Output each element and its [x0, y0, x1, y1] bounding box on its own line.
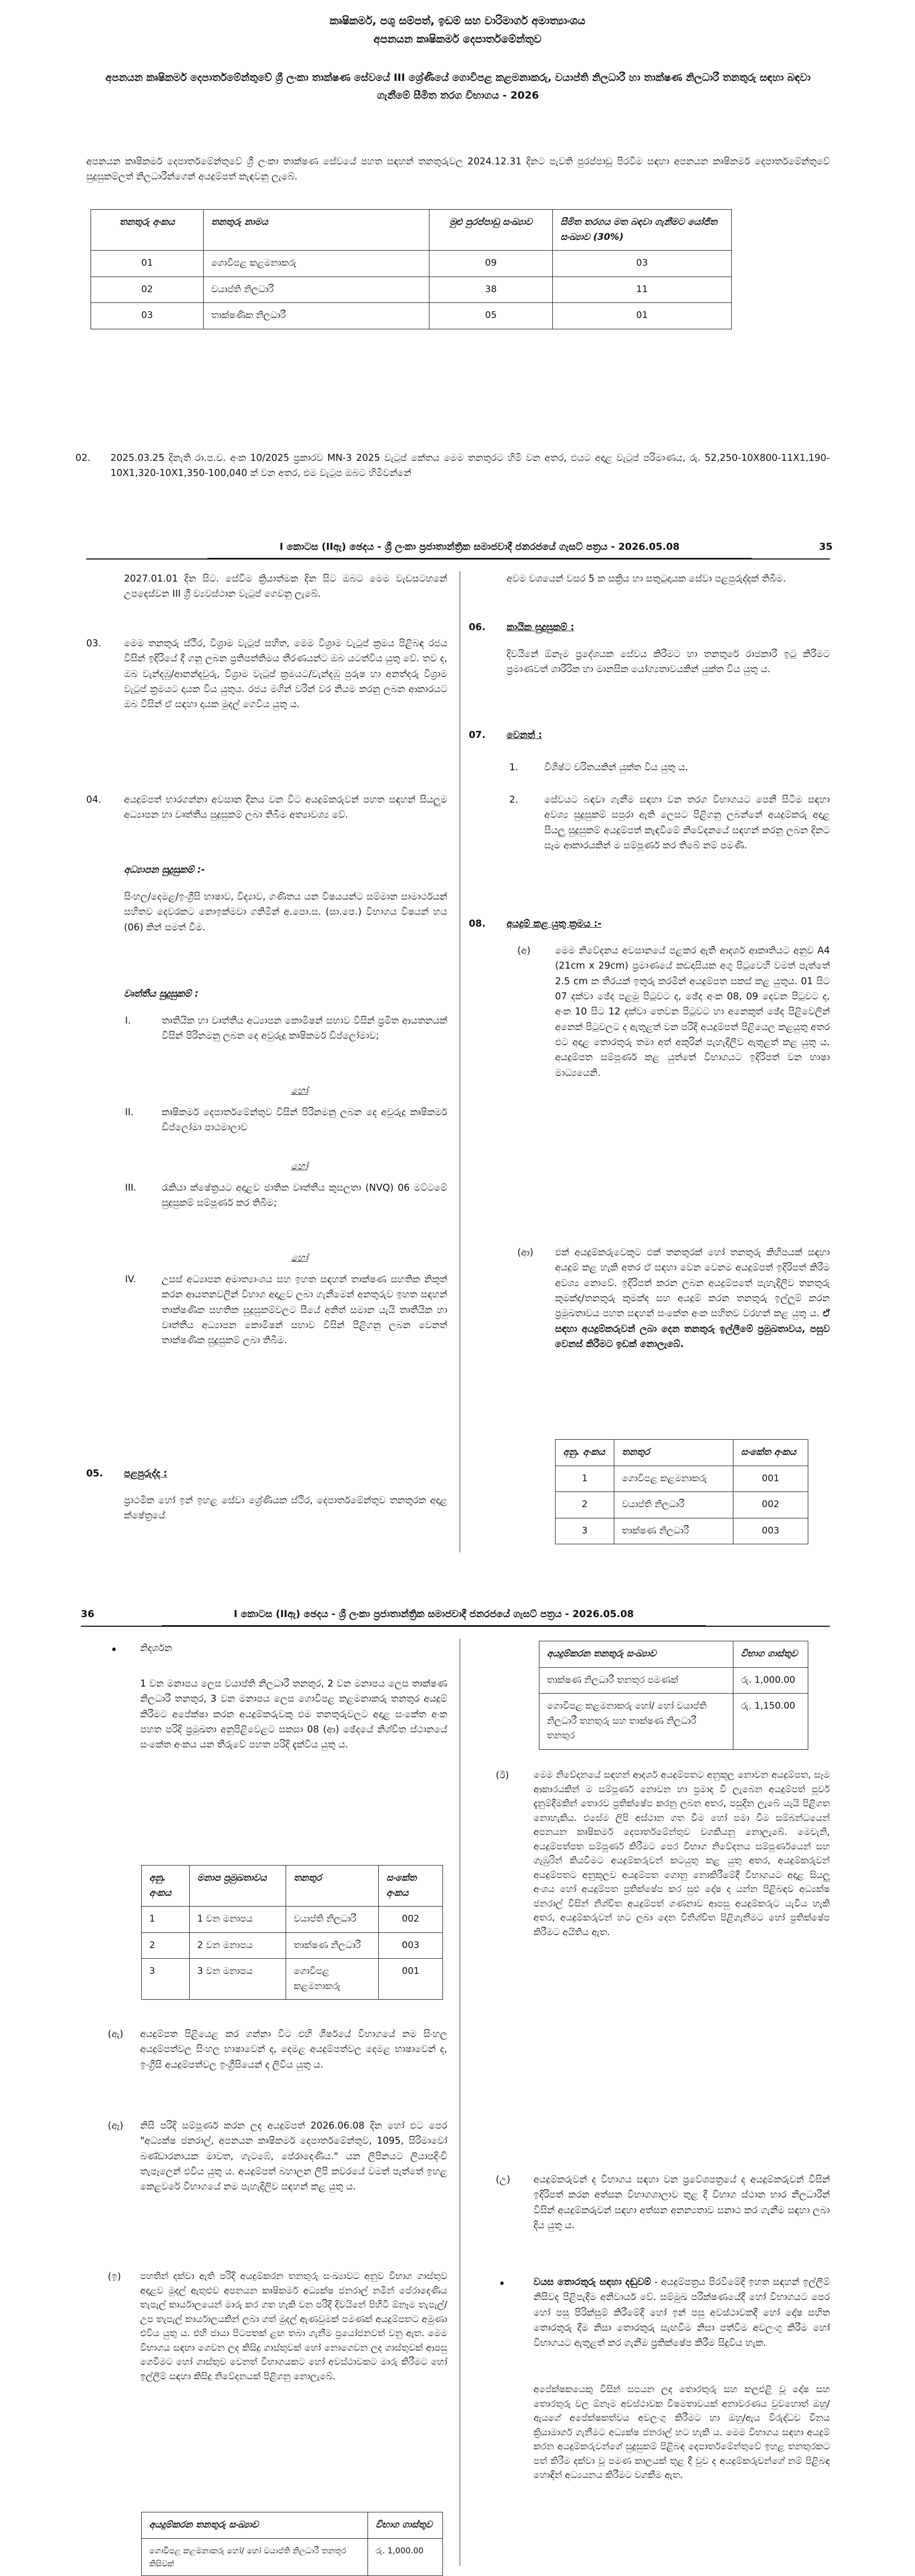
- or-label: හෝ: [291, 1161, 308, 1172]
- gazette-page-35: [0, 539, 915, 1585]
- department-name: අපනයන කෘෂිකර්ම දෙපාර්තමේන්තුව: [373, 32, 542, 45]
- cell: 001: [733, 1466, 808, 1492]
- th-proposed-number: සීමිත තරගය මත බඳවා ගැනීමට යෝජිත සංඛ්‍යාව (30%): [553, 210, 732, 251]
- section-06-number: 06.: [469, 622, 486, 633]
- section-08-heading: අයදුම් කළ යුතු ක්‍රමය :-: [507, 918, 602, 929]
- cell: 01: [553, 303, 732, 329]
- post-code-table-header: [556, 1440, 808, 1466]
- voc-i-text: තෘතීයික හා වෘත්තීය අධ්‍යාපන කොමිෂන් සභාව විසින් ප්‍රමිත ආයතනයක් විසින් පිරිනමනු ලබන දෙ අවුරුදු කෘෂිකර්ම ඩිප්ලෝමාව;: [162, 1016, 447, 1042]
- item-02-number: 02.: [75, 453, 91, 464]
- cell: 002: [733, 1492, 808, 1518]
- header-rule: [86, 558, 830, 560]
- cell: 05: [429, 303, 553, 329]
- example-text: 1 වන මනාපය ලෙස වයාප්ති නිලධාරී තනතුර, 2 වන මනාපය ලෙස තාක්ෂණ නිලධාරී තනතුර, 3 වන මනාපය ලෙස ගොවිපළ කළමනාකරු තනතුර අයදුම් කිරීමට අපේක්ෂා කරන අයදුම්කරුවකු එම තනතුරුවලට අදාළ සංකේත අංක පහත පරිදි ප්‍රමුඛතා අනුපිළිවෙළට සකසා 08 (ආ) ඡේදයේ නිශ්චිත ස්ථානයේ සංකේත අංකය යන තීරුවේ පහත පරිදි දැක්විය යුතු ය.: [140, 1679, 447, 1751]
- penalty-paragraph-2: අපේක්ෂකයෙකු විසින් සපයන ලද තොරතුරු සහ කලඑළි වූ දෝෂ සහ තොරතුරු වල ඕනෑම අවස්ථාවක විෂමතාවයක් අනාවරණය වුවහොත් ඔහු/ඇයගේ අපේක්ෂකත්වය අවලංගු කිරීමට හා ඔහු/ඇය විරුද්ධව විනය ක්‍රියාමාර්ග ගැනීමට අධ්‍යක්ෂ ජනරාල් හට හැකි ය. මෙම විභාගය සඳහා අයදුම් කරන අයදුම්කරුවන්ගේ සුදුසුකම් පිළිබඳ දෙපාර්තමේන්තුවේ ඉහළ තනතුරකට පත් කිරීම දක්වා වූ පමණ කාලයක් තුළ දී වුව ද අයදුම්කරුවන්ගේ නම් පිළිබඳ හොඳින් අධ්‍යයනය කිරීමට වගකීම ඇත.: [533, 2384, 830, 2481]
- s08-b-bold: ඒ සඳහා අයදුම්කරුවන් ලබා දෙන තනතුරු ඉල්ලීමේ ප්‍රමුඛතාවය, පසුව වෙනස් කිරීමට ඉඩක් නොලැබේ.: [555, 1308, 830, 1350]
- cell: තාක්ෂණ නිලධාරී තනතුර පමණක්: [539, 1667, 733, 1694]
- th-number-of-posts: අයදුම්කරන තනතුරු සංඛ්‍යාව: [539, 1641, 733, 1668]
- cell: තාක්ෂණ නිලධාරී: [286, 1932, 379, 1959]
- voc-iii-number: III.: [125, 1183, 137, 1193]
- experience-continuation: අවම වශයෙන් වසර 5 ක සක්‍රිය හා සතුටුදායක සේවා පළපුරුද්දක් තිබීම.: [507, 574, 786, 584]
- para-ae-text: අයදුම්පත පිළියෙළ කර ගන්නා විට එහි ශීර්ෂයේ විභාගයේ නම සිංහල අයදුම්පත්වල සිංහල භාෂාවෙන් ද, දෙමළ අයදුම්පත්වල දෙමළ භාෂාවෙන් ද, ඉංග්‍රීසි අයදුම්පත්වල ඉංග්‍රීසියෙන් ද ලිවිය යුතු ය.: [140, 2029, 447, 2070]
- vocational-heading: වෘත්තීය සුදුසුකම් :: [124, 989, 199, 999]
- table-row: [556, 1492, 808, 1518]
- th-code: සංකේත අංකය: [379, 1866, 443, 1907]
- th-post: තනතුර: [286, 1866, 379, 1907]
- voc-ii-number: II.: [125, 1107, 134, 1118]
- th-preference: මනාප ප්‍රමුඛතාවය: [190, 1866, 286, 1907]
- cell: ගොවිපළ කළමනාකරු හෝ/ හෝ වයාප්ති නිලධාරී තනතුර කිසිවක්: [142, 2538, 368, 2576]
- para-ae2-text: නිසි පරිදි සම්පූර්ණ කරන ලද අයදුම්පත් 2026.06.08 දින හෝ එට පෙර "අධ්‍යක්ෂ ජනරාල්, අපනයන කෘෂිකර්ම දෙපාර්තමේන්තුව, 1095, සිරිමාවෝ බණ්ඩාරනායක මාවත, ගැටඹේ, පේරාදෙණිය." යන ලිපිනයට ලියාපදිංචි තැපෑලෙන් එවිය යුතු ය. අයදුම්පත් බහාලන ලිපි කවරයේ වමත් පැත්තේ ඉහළ කෙළවරේ විභාගයේ නම පැහැදිලිව සඳහන් කළ යුතු ය.: [140, 2121, 447, 2193]
- th-code: සංකේත අංකය: [733, 1440, 808, 1466]
- table-row: [142, 1932, 443, 1959]
- notice-title: අපනයන කෘෂිකර්ම දෙපාර්තමේන්තුවේ ශ්‍රී ලංකා තාක්ෂණ සේවයේ III ශ්‍රේණියේ ගොවිපළ කළමනාකරු, වයාප්ති නිලධාරී හා තාක්ෂණ නිලධාරී තනතුරු සඳහා බඳවා ගැනීමේ සීමිත තරග විභාගය - 2026: [105, 72, 811, 102]
- cell: 01: [91, 251, 204, 277]
- th-exam-fee: විභාග ගාස්තුව: [368, 2512, 443, 2539]
- cell: 38: [429, 277, 553, 303]
- cell: 03: [553, 251, 732, 277]
- education-text: සිංහල/දෙමළ/ඉංග්‍රීසි භාෂාව, විද්‍යාව, ගණිතය යන විෂයයන්ට සම්මාන සාමාර්ථයන් සහිතව දෙවරකට නොඉක්මවා ගනිමින් අ.පො.ස. (සා.පෙ.) විභාගය විෂයන් හය (06) කින් සමත් වීම.: [124, 892, 447, 933]
- voc-i-number: I.: [125, 1016, 131, 1026]
- th-serial: අනු. අංකය: [142, 1866, 190, 1907]
- th-serial: අනු. අංකය: [556, 1440, 614, 1466]
- th-total-vacancies: මුළු පුරප්පාඩු සංඛ්‍යාව: [429, 210, 553, 251]
- section-08-number: 08.: [469, 918, 486, 929]
- cell: වයාප්ති නිලධාරී: [286, 1907, 379, 1933]
- s08-b-body: එක් අයදුම්කරුවෙකුට එක් තනතුරක් හෝ තනතුරු කිහිපයක් සඳහා අයදුම් කළ හැකි අතර ඒ සඳහා වෙන වෙනම අයදුම්පත් ඉදිරිපත් කිරීම අවශ්‍ය නොවේ. ඉදිරිපත් කරන ලබන අයදුම්පතේ පැහැදිලිව තනතුරු කුමක්ද/තනතුරු කුමක්ද සහ අයදුම් කරන තනතුරු ඉල්ලුම් කරන ප්‍රමුඛතාවය පහත සඳහන් සංකේත අංක සහිතව වරහන් කළ යුතු ය.: [555, 1247, 830, 1320]
- cell: ගොවිපළ කළමනාකරු: [286, 1959, 379, 2000]
- vacancy-table: [91, 209, 732, 329]
- section-06-heading: කායික සුදුසුකම් :: [507, 622, 574, 633]
- cell: ගොවිපළ කළමනාකරු: [204, 251, 429, 277]
- section-05-heading: පළපුරුද්ද :: [124, 1468, 168, 1479]
- vacancy-table-header: [91, 210, 732, 251]
- s08-b-label: (ආ): [517, 1247, 533, 1258]
- cell: වයාප්ති නිලධාරී: [614, 1492, 733, 1518]
- table-row: [556, 1518, 808, 1544]
- penalty-heading: වයස තොරතුරු සඳහා දඬුවම්: [533, 2277, 651, 2288]
- running-header: I කොටස (IIඇ) ඡෙදය - ශ්‍රී ලංකා ප්‍රජාතාන්ත්‍රික සමාජවාදී ජනරජයේ ගැසට් පත්‍රය - 2026.05.08: [162, 1606, 706, 1626]
- cell: තාක්ෂණ නිලධාරී: [614, 1518, 733, 1544]
- table-row: [91, 277, 732, 303]
- s08-a-label: (අ): [517, 945, 531, 956]
- page-number: 36: [81, 1608, 95, 1620]
- cell: 3: [142, 1959, 190, 2000]
- s08-a-text: මෙම නිවේදනය අවසානයේ පළකර ඇති ආදර්ශ ආකෘතියට අනුව A4 (21cm x 29cm) ප්‍රමාණයේ කඩදාසියක අගු පිටුවෙහි වමත් පැත්තේ 2.5 cm ක තීරයක් ඉතුරු කරමින් අයදුම්පත සකස් කළ යුතුය. 01 සිට 07 දක්වා ඡේද පළමු පිටුවට ද, ඡේද අංක 08, 09 දෙවන පිටුවට ද, අංක 10 සිට 12 දක්වා තෙවන පිටුවට හා අනෙකුත් ඡේද පිළිවෙලින් අනෙක් පිටුවලට ද ඇතුළත් වන පරිදි අයදුම්පත් පිළියෙල කළයුතු අතර එට අදාළ තොරතුරු තමා අත් අකුරින් පැහැදිලිව ඇතුළත් කළ යුතු ය. අයදුම්පත සම්පූර්ණ කළ යුත්තේ විභාගයට ඉදිරිපත් වන භාෂා මාධ්‍යයෙනි.: [555, 945, 830, 1079]
- para-u-label: (ඉ): [108, 2271, 121, 2282]
- fee-table-right: [539, 1641, 808, 1750]
- s07-1-number: 1.: [509, 762, 518, 773]
- example-heading: නිදර්ශන: [140, 1643, 172, 1654]
- penalty-paragraph: [533, 2275, 830, 2351]
- post-code-table: [555, 1439, 808, 1544]
- cell: 09: [429, 251, 553, 277]
- para-i-label: (ඊ): [496, 1770, 509, 1781]
- para-ae-label: (ඇ): [108, 2029, 123, 2040]
- page-number: 35: [819, 541, 833, 553]
- bullet-icon: •: [498, 2277, 505, 2291]
- running-header: I කොටස (IIඇ) ඡෙදය - ශ්‍රී ලංකා ප්‍රජාතාන්ත්‍රික සමාජවාදී ජනරජයේ ගැසට් පත්‍රය - 2026.05.08: [207, 539, 752, 559]
- voc-iii-text: රැකියා ක්ෂේත්‍රයට අදාළව ජාතික වෘත්තීය කුසලතා (NVQ) 06 මට්ටමේ සුදුසුකම් සම්පූර්ණ කර තිබීම;: [162, 1183, 447, 1209]
- para-ae2-label: (ඈ): [108, 2121, 123, 2131]
- section-07-number: 07.: [469, 730, 486, 741]
- table-row: [91, 251, 732, 277]
- cell: 001: [379, 1959, 443, 2000]
- th-post-name: තනතුරු නාමය: [204, 210, 429, 251]
- bullet-icon: •: [110, 1643, 117, 1657]
- fee-table-header: [142, 2512, 443, 2539]
- table-row: [539, 1694, 808, 1750]
- section-04-number: 04.: [86, 795, 101, 805]
- para-c-label: (උ): [496, 2174, 511, 2185]
- s07-2-text: සේවයට බඳවා ගැනීම සඳහා වන තරග විභාගයට පෙනී සිටීම සඳහා අවශ්‍ය සුදුසුකම් සපුරා ඇති ලෙසට පිළිගනු ලබන්නේ අයදුම්කරු අදාළ සියලු සුදුසුකම් අයදුම්පත් කැඳවීමේ නිවේදනයේ සඳහන් කරනු ලබන දිනට සෑම ආකාරයකින් ම සම්පූර්ණ කර තිබේ නම් පමණි.: [544, 795, 830, 852]
- table-row: [556, 1466, 808, 1492]
- para-u-text: පහතින් දක්වා ඇති පරිදි අයදුම්කරන තනතුරු සංඛ්‍යාවට අනුව විභාග ගාස්තුව අදාළව මුදල් ඇතුළුව අපනයන කෘෂිකර්ම අධ්‍යක්ෂ ජනරාල් නමින් පේරාදෙණිය තැපැල් කාර්යාලයෙන් මාරු කර ගත හැකි වන පරිදි දිවයිනේ පිහිටි ඕනෑම තැපැල්/උප තැපැල් කාර්යාලයකින් ලබා ගත් මුදල් ඇණවුමක් පමණක් අයදුම්පතට අමුණා එවිය යුතු ය. එහි ජායා පිටපතක් ළඟ තබා ගැනීම ප්‍රයෝජනවත් වනු ඇත. මෙම විභාගය සඳහා ගෙවන ලද කිසිදු ගාස්තුවක් හෝ නොගෙවන ලද ගාස්තුවක් ආපසු ගෙවීමට හෝ ගාස්තුව වෙනත් විභාගයකට හෝ අවස්ථාවකට මාරු කිරීමට හෝ ඉල්ලීම් සඳහා කිසිදු නිවේදනයක් පිළිගනු නොලැබේ.: [140, 2271, 447, 2382]
- section-06-text: දිවයිනේ ඕනෑම ප්‍රදේශයක සේවය කිරීමට හා තනතුරේ රාජකාරී ඉටු කිරීමට ප්‍රමාණවත් ශාරීරික හා මානසික යෝග්‍යතාවයකින් යුක්ත විය යුතු ය.: [507, 649, 830, 675]
- notice-intro: අපනයන කෘෂිකර්ම දෙපාර්තමේන්තුවේ ශ්‍රී ලංකා තාක්ෂණ සේවයේ පහත සඳහන් තනතුරුවල 2024.12.31 දිනට පැවති පුරප්පාඩු පිරවීම සඳහා අපනයන කෘෂිකර්ම දෙපාර්තමේන්තුවේ සුදුසුකම්ලත් නිලධාරීන්ගෙන් අයදුම්පත් කැඳවනු ලැබේ.: [86, 156, 830, 183]
- penalty-text: - අයදුම්පත්‍රය පිරවීමේදී ඉහත සඳහන් ඉල්ලීම් නිසිවද පිළිපැදීම අනිවාර්ය වේ. සම්මුඛ පරීක්ෂණයේදී හෝ විභාගයට පෙර හෝ පසු පිරික්සුම් කිරීමේදී හෝ ඉන් පසු අවස්ථාවකදී හෝ දෝෂ සහිත තොරතුරු දීම නිසා තොරතුරු සැඟවීම නිසා පත්වීම අවලංගු කිරීම හෝ විභාගයට ඇතුළත් කර ගැනීම ප්‍රතික්ෂේප කිරීම සිදුවිය හැක.: [533, 2277, 830, 2349]
- fee-table-header: [539, 1641, 808, 1668]
- section-05-text: ප්‍රාථමික හෝ ඉන් ඉහළ සේවා ශ්‍රේණියක ස්ථිර, දෙපාර්තමේන්තුව තනතුරක අදාළ ක්ෂේත්‍රයේ: [124, 1495, 447, 1522]
- cell: රු. 1,000.00: [368, 2538, 443, 2576]
- para-i-text: මෙම නිවේදනයේ සඳහන් ආදර්ශ අයදුම්පතට අනුකූල නොවන අයදුම්පත, සෑම ආකාරයකින් ම සම්පූර්ණ නොවන හා ප්‍රමාද වී ලැබෙන අයදුම්පත් පූර්ව දැනුම්දීමකින් තොරව ප්‍රතික්ෂේප කරනු ලබන අතර, පසුදින ලැබේ යැයි පිළිගත නොහැකිය. එසේම ලිපි අස්ථාන ගත වීම හෝ පමා වීම සම්බන්ධයෙන් අපනයන කෘෂිකර්ම දෙපාර්තමේන්තුව වගකියනු නොලැබේ. මෙවැනි, අයදුම්පත්පත සම්පූර්ණ කිරීමට පෙර විභාග නිවේදනය සම්පූර්ණයෙන් සහ ගැඹුරින් කියවීමට අයදුම්කරුවන් කටයුතු කළ යුතු අතර, අයදුම්කරුවන් අයදුම්පතට අනුකූලව අයදුම්පත ගොනු නොකිරීමේදී විභාගයට අදාළ සියලු අංශය හෝ අයදුම්පත ප්‍රතික්ෂේප කර සුළු දෝෂ ද යන්න පිළිබඳව අධ්‍යක්ෂ ජනරාල් විසින් නිශ්චිත අයදුම්පත් ගණනාව ආපසු අයදුම්කරුට යැවිය හැකි අතර, අයදුම්කරුවන් හට ලබා දෙන විනිශ්චිත පිළිගැනීමට හෝ ප්‍රතික්ෂේප කිරීමට අයිතිය ඇත.: [533, 1770, 830, 1938]
- item-02-text: 2025.03.25 දිනැති රා.ප.ච. අංක 10/2025 ප්‍රකාරව MN-3 2025 වැටුප් කේතය මෙම තනතුරට හිමි වන අතර, එයට අදාළ වැටුප් පරිමාණය, රු. 52,250-10X800-11X1,190-10X1,320-10X1,350-100,040 ක් වන අතර, එම වැටුප ඔබට හිමිවන්නේ: [110, 453, 830, 479]
- table-row: [142, 1959, 443, 2000]
- th-post-number: තනතුරු අංකය: [91, 210, 204, 251]
- table-row: [142, 2538, 443, 2576]
- cell: 1 වන මනාපය: [190, 1907, 286, 1933]
- voc-iv-number: IV.: [125, 1274, 136, 1285]
- th-exam-fee: විභාග ගාස්තුව: [733, 1641, 808, 1668]
- cell: 02: [91, 277, 204, 303]
- cell: 03: [91, 303, 204, 329]
- gazette-page-notice-start: [0, 0, 915, 561]
- cell: 3 වන මනාපය: [190, 1959, 286, 2000]
- cell: ගොවිපළ කළමනාකරු හෝ/ හෝ වයාප්ති නිලධාරී තනතුරු සහ තාක්ෂණ නිලධාරී තනතුර: [539, 1694, 733, 1750]
- education-heading: අධ්‍යාපන සුදුසුකම් :-: [124, 865, 205, 875]
- salary-continuation: 2027.01.01 දින සිට. සේවීම ක්‍රියාත්මක දින සිට ඔබට මෙම වැඩසටහනේ උපදෙස්වන III ශ්‍රී ව්‍යවස්ථාන වැටුප් ගෙවනු ලැබේ.: [124, 574, 447, 600]
- table-row: [539, 1667, 808, 1694]
- fee-table-left: [141, 2512, 443, 2576]
- section-03-text: මෙම තනතුරු ස්ථිර, විශ්‍රාම වැටුප් සහිත, මෙම විශ්‍රාම වැටුප් ක්‍රමය පිළිබඳ රජය විසින් ඉදිරියේ දී ගනු ලබන ප්‍රතිපත්තිමය තීරණයන්ට ඔබ යටත්විය යුතු වේ. තව ද, ඔබ වැන්දඹු/ආනන්දවුරු, විශ්‍රාම වැටුප් ක්‍රමයට/වැන්දඹු පුරුෂ හා අනත්දරු විශ්‍රාම වැටුප් ක්‍රමයට දායක විය යුතුය. රජය මගින් වරින් වර නියම කරනු ලබන ආකාරයට ඔබ විසින් ඒ සඳහා දායක මුදල් ගෙවිය යුතු ය.: [124, 638, 447, 710]
- voc-iv-text: උසස් අධ්‍යාපන අමාත්‍යාංශය සහ ඉහත සඳහන් තාක්ෂණ සහතික නිකුත් කරන ආයතනවලින් විභාග අදාළව ලබා ගැනීමෙන් අනතුරුව ඉහත සඳහන් තාක්ෂණික සහතික සුදුසුකම්වලට සීයේ අනිත් සමාන යැයි තෘතීයික හා වෘත්තීය අධ්‍යාපන කොමිෂන් සභාව විසින් පිළිගනු ලබන වෙනත් තාක්ෂණික සුදුසුකම් ලබා තිබීම.: [162, 1274, 447, 1346]
- cell: 003: [733, 1518, 808, 1544]
- th-post: තනතුර: [614, 1440, 733, 1466]
- cell: රු. 1,000.00: [733, 1667, 808, 1694]
- section-04-text: අයදුම්පත් භාරගන්නා අවසාන දිනය වන විට අයදුම්කරුවන් පහත සඳහන් සියලුම අධ්‍යාපන හා වෘත්තීය සුදුසුකම් ලබා තිබීම අත්‍යාවශ්‍ය වේ.: [124, 795, 447, 821]
- gazette-page-36: [0, 1606, 915, 2571]
- cell: 3: [556, 1518, 614, 1544]
- section-03-number: 03.: [86, 638, 101, 649]
- cell: ගොවිපළ කළමනාකරු: [614, 1466, 733, 1492]
- or-label: හෝ: [291, 1253, 308, 1263]
- or-label: හෝ: [291, 1086, 308, 1096]
- preference-table-header: [142, 1866, 443, 1907]
- cell: 11: [553, 277, 732, 303]
- cell: තාක්ෂණික නිලධාරී: [204, 303, 429, 329]
- s08-b-text: [555, 1245, 830, 1352]
- preference-table: [141, 1865, 443, 2000]
- table-row: [91, 303, 732, 329]
- cell: 1: [556, 1466, 614, 1492]
- header-rule: [81, 1626, 830, 1627]
- cell: රු. 1,150.00: [733, 1694, 808, 1750]
- th-number-of-posts: අයදුම්කරන තනතුරු සංඛ්‍යාව: [142, 2512, 368, 2539]
- cell: 002: [379, 1907, 443, 1933]
- section-07-heading: වෙනත් :: [507, 730, 543, 741]
- cell: 2: [142, 1932, 190, 1959]
- ministry-name: කෘෂිකර්ම, පශු සම්පත්, ඉඩම් සහ වාරිමාර්ග අමාත්‍යාංශය: [329, 14, 586, 27]
- para-c-text: අයදුම්කරුවන් ද විභාගය සඳහා වන ප්‍රවේශපත්‍රයේ ද අයදුම්කරුවන් විසින් ඉදිරිපත් කරන අත්සන විභාගශාලාව තුළ දී විභාග ස්ථාන භාර නිලධාරීන් විසින් අයදුම්කරුවන් සඳහා අත්සන අනන්‍යතාව සනාථ කර ගැනීම සඳහා ලබා දිය යුතු ය.: [533, 2174, 830, 2232]
- section-05-number: 05.: [86, 1468, 103, 1479]
- cell: 2 වන මනාපය: [190, 1932, 286, 1959]
- table-row: [142, 1907, 443, 1933]
- cell: 1: [142, 1907, 190, 1933]
- cell: 003: [379, 1932, 443, 1959]
- s07-2-number: 2.: [509, 795, 518, 805]
- cell: 2: [556, 1492, 614, 1518]
- s07-1-text: විශිෂ්ට චරිතයකින් යුක්ත විය යුතු ය.: [544, 762, 688, 773]
- voc-ii-text: කෘෂිකර්ම දෙපාර්තමේන්තුව විසින් පිරිනමනු ලබන දෙ අවුරුදු කෘෂිකර්ම ඩිප්ලෝමා පාඨමාලාව: [162, 1107, 447, 1134]
- cell: වයාප්ති නිලධාරී: [204, 277, 429, 303]
